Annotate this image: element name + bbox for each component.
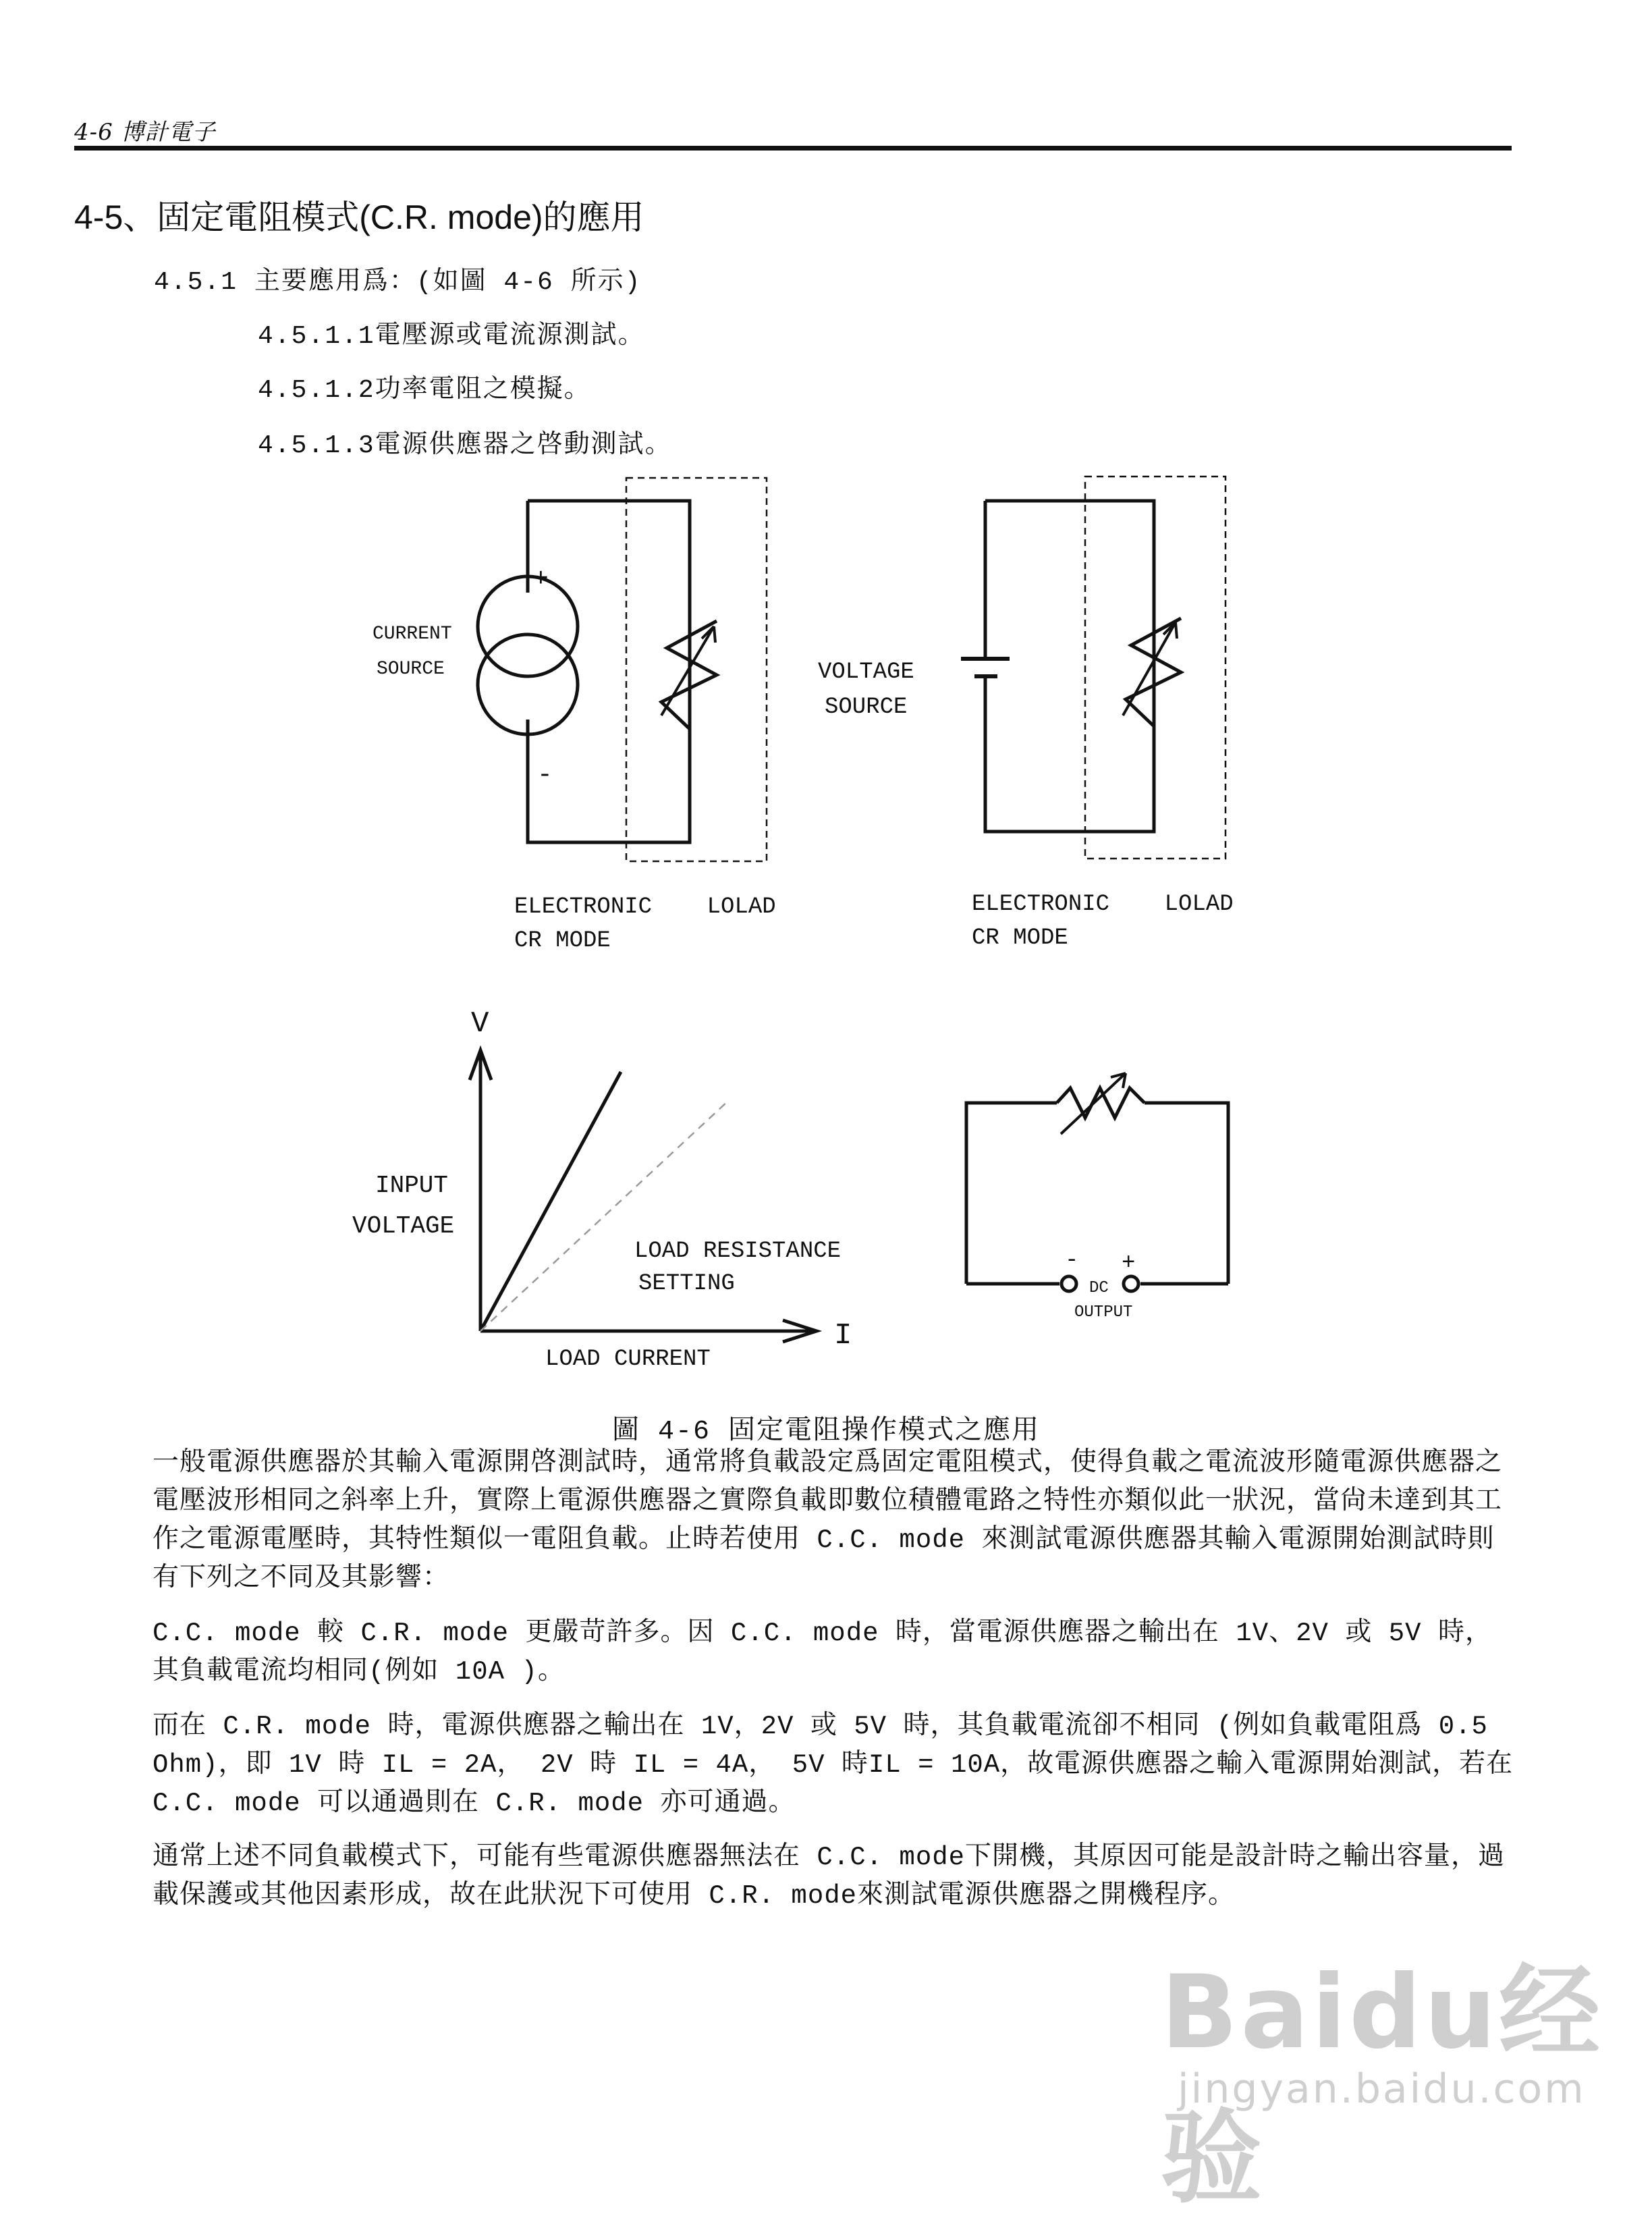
body-paragraph-4: 通常上述不同負載模式下，可能有些電源供應器無法在 C.C. mode下開機，其原因可能是設計時之輸出容量，過載保護或其他因素形成，故在此狀況下可使用 C.R. mode來測試電源供應器之開機程序。 <box>153 1843 1506 1911</box>
section-title: 4-5、固定電阻模式(C.R. mode)的應用 <box>74 198 644 236</box>
page-header: 4-6 博計電子 <box>74 119 216 146</box>
v-axis-label: V <box>471 1007 489 1041</box>
figure-caption: 圖 4-6 固定電阻操作模式之應用 <box>611 1417 1041 1447</box>
body-paragraph-3: 而在 C.R. mode 時，電源供應器之輸出在 1V，2V 或 5V 時，其負載電流卻不相同 (例如負載電阻爲 0.5 Ohm)，即 1V 時 IL = 2A， 2V 時 IL = 4A， 5V 時IL = 10A，故電源供應器之輸入電源開始測試，若在 C.C. mode 可以通過則在 C.R. mode 亦可通過。 <box>153 1712 1514 1818</box>
circuit-current-source <box>373 478 776 954</box>
load-label-b-2: CR MODE <box>972 925 1068 951</box>
circuit-dc-output <box>966 1073 1228 1322</box>
dc-terminal-positive <box>1124 1276 1138 1291</box>
output-label: OUTPUT <box>1074 1303 1133 1322</box>
watermark-text: Baidu经验 <box>1161 1954 1603 2217</box>
variable-resistor-icon <box>1057 1073 1145 1134</box>
watermark-url: jingyan.baidu.com <box>1178 2065 1586 2113</box>
load-label-b-1: ELECTRONIC LOLAD <box>972 892 1234 917</box>
minus-label: - <box>537 761 553 790</box>
electronic-load-boundary <box>626 478 767 861</box>
current-source-circle-bottom <box>478 634 578 734</box>
i-axis-label: I <box>834 1319 852 1353</box>
dc-plus: + <box>1122 1251 1136 1276</box>
outline-item-4-5-1: 4.5.1 主要應用爲：(如圖 4-6 所示) <box>154 268 642 297</box>
dc-label: DC <box>1089 1279 1109 1297</box>
current-source-label-1: CURRENT <box>373 624 452 645</box>
voltage-source-label-1: VOLTAGE <box>818 659 914 685</box>
ylabel-2: VOLTAGE <box>352 1212 455 1240</box>
outline-item-4-5-1-3: 4.5.1.3電源供應器之啓動測試。 <box>258 431 672 460</box>
load-line-dashed <box>480 1102 727 1331</box>
load-label-a-2: CR MODE <box>514 928 611 954</box>
setting-label-2: SETTING <box>638 1271 735 1297</box>
body-paragraph-2: C.C. mode 較 C.R. mode 更嚴苛許多。因 C.C. mode 時，當電源供應器之輸出在 1V、2V 或 5V 時，其負載電流均相同(例如 10A )。 <box>153 1619 1492 1687</box>
cr-line <box>480 1072 621 1331</box>
setting-label-1: LOAD RESISTANCE <box>634 1239 842 1264</box>
vi-graph <box>352 1007 852 1372</box>
xlabel: LOAD CURRENT <box>545 1347 711 1372</box>
plus-label: + <box>533 565 549 594</box>
outline-item-4-5-1-1: 4.5.1.1電壓源或電流源測試。 <box>258 322 645 351</box>
outline-item-4-5-1-2: 4.5.1.2功率電阻之模擬。 <box>258 376 591 405</box>
ylabel-1: INPUT <box>375 1172 449 1199</box>
voltage-source-label-2: SOURCE <box>825 695 908 720</box>
dc-terminal-negative <box>1062 1276 1076 1291</box>
load-label-a-1: ELECTRONIC LOLAD <box>514 894 776 920</box>
dc-minus: - <box>1065 1248 1079 1274</box>
body-paragraph-1: 一般電源供應器於其輸入電源開啓測試時，通常將負載設定爲固定電阻模式，使得負載之電流波形隨電源供應器之電壓波形相同之斜率上升，實際上電源供應器之實際負載即數位積體電路之特性亦類似此一狀況，當尙未達到其工作之電源電壓時，其特性類似一電阻負載。止時若使用 C.C. mode 來測試電源供應器其輸入電源開始測試時則有下列之不同及其影響： <box>153 1448 1503 1594</box>
current-source-label-2: SOURCE <box>377 659 445 680</box>
variable-resistor-icon <box>1123 618 1181 726</box>
circuit-voltage-source <box>818 477 1234 951</box>
